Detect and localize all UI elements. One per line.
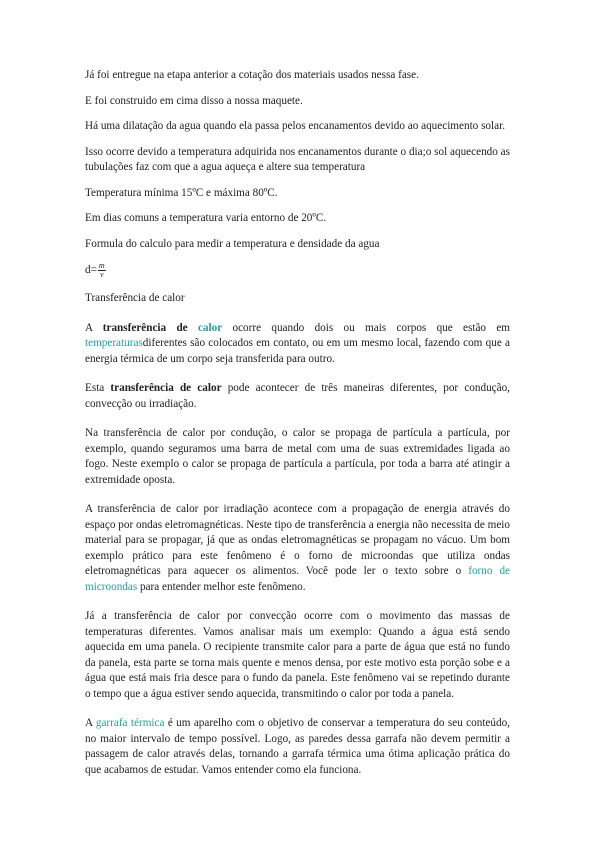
- text-run: diferentes são colocados em contato, ou em um mesmo local, fazendo com que a energia térmica de um corpo seja transferida para outro.: [85, 337, 510, 365]
- document-page: [85, 68, 510, 788]
- text-run: ocorre quando dois ou mais corpos que estão em: [222, 321, 510, 334]
- paragraph-irradiacao: [85, 502, 510, 595]
- link-forno-microondas[interactable]: forno de microondas: [85, 565, 510, 593]
- paragraph-garrafa-termica: [85, 716, 510, 778]
- link-calor[interactable]: calor: [197, 321, 223, 334]
- paragraph-definicao-transferencia: [85, 321, 510, 368]
- formula-numerator: m: [98, 261, 105, 270]
- paragraph-temperatura-min-max: Temperatura mínima 15ºC e máxima 80ºC.: [85, 186, 278, 199]
- paragraph-conducao: Na transferência de calor por condução, o calor se propaga de partícula a partícula, por exemplo, quando seguramos uma barra de metal com uma de suas extremidades ligada ao fogo. Neste exemplo o calor se propaga de partícula a partícula, por toda a barra até atingir a extremidade oposta.: [85, 427, 510, 486]
- paragraph-tres-maneiras: [85, 381, 510, 412]
- bold-term: transferência de: [102, 321, 198, 334]
- paragraph-temperatura-comum: Em dias comuns a temperatura varia entorno de 20ºC.: [85, 212, 327, 224]
- paragraph-cotacao: Já foi entregue na etapa anterior a cotação dos materiais usados nessa fase.: [85, 69, 419, 81]
- formula-fraction: [98, 262, 106, 279]
- bold-term: transferência de calor: [110, 382, 222, 394]
- text-run: para entender melhor este fenômeno.: [137, 580, 306, 593]
- text-run: A: [85, 321, 103, 334]
- formula-denominator: v: [100, 270, 104, 279]
- paragraph-temperatura-encanamentos: Isso ocorre devido a temperatura adquirida nos encanamentos durante o dia;o sol aquecendo as tubulações faz com que a agua aqueça e altere sua temperatura: [85, 145, 510, 173]
- text-run: Esta: [85, 382, 111, 394]
- link-temperaturas[interactable]: temperaturas: [85, 337, 143, 349]
- formula-prefix: d=: [85, 263, 97, 276]
- paragraph-formula-intro: Formula do calculo para medir a temperatura e densidade da agua: [85, 237, 380, 250]
- text-run: A: [85, 717, 96, 729]
- link-garrafa-termica[interactable]: garrafa térmica: [95, 717, 165, 729]
- text-run: pode acontecer de três maneiras diferentes, por condução, convecção ou irradiação.: [85, 382, 510, 410]
- density-formula: [85, 262, 510, 279]
- section-heading-transferencia: Transferência de calor: [85, 292, 185, 304]
- text-run: A transferência de calor por irradiação acontece com a propagação de energia através do espaço por ondas eletromagnéticas. Neste tipo de transferência a energia não necessita de meio material para se propagar, já que as ondas eletromagnéticas se propagam no vácuo. Um bom exemplo prático para este fenômeno é o forno de microondas que utiliza ondas eletromagnéticas para aquecer os alimentos. Você pode ler o texto sobre o: [85, 503, 510, 577]
- paragraph-conveccao: Já a transferência de calor por convecção ocorre com o movimento das massas de temperaturas diferentes. Vamos analisar mais um exemplo: Quando a água está sendo aquecida em uma panela. O recipiente transmite calor para a parte de água que está no fundo da panela, esta parte se torna mais quente e menos densa, por este motivo esta porção sobe e a água que está mais fria desce para o fundo da panela. Este fenômeno vai se repetindo durante o tempo que a água estiver sendo aquecida, transmitindo o calor por toda a panela.: [85, 610, 510, 700]
- text-run: é um aparelho com o objetivo de conservar a temperatura do seu conteúdo, no maior intervalo de tempo possível. Logo, as paredes dessa garrafa não devem permitir a passagem de calor através delas, tornando a garrafa térmica uma ótima aplicação prática do que acabamos de estudar. Vamos entender como ela funciona.: [85, 717, 510, 776]
- paragraph-maquete: E foi construido em cima disso a nossa maquete.: [85, 94, 303, 107]
- paragraph-dilatacao: Há uma dilatação da agua quando ela passa pelos encanamentos devido ao aquecimento solar.: [85, 120, 505, 132]
